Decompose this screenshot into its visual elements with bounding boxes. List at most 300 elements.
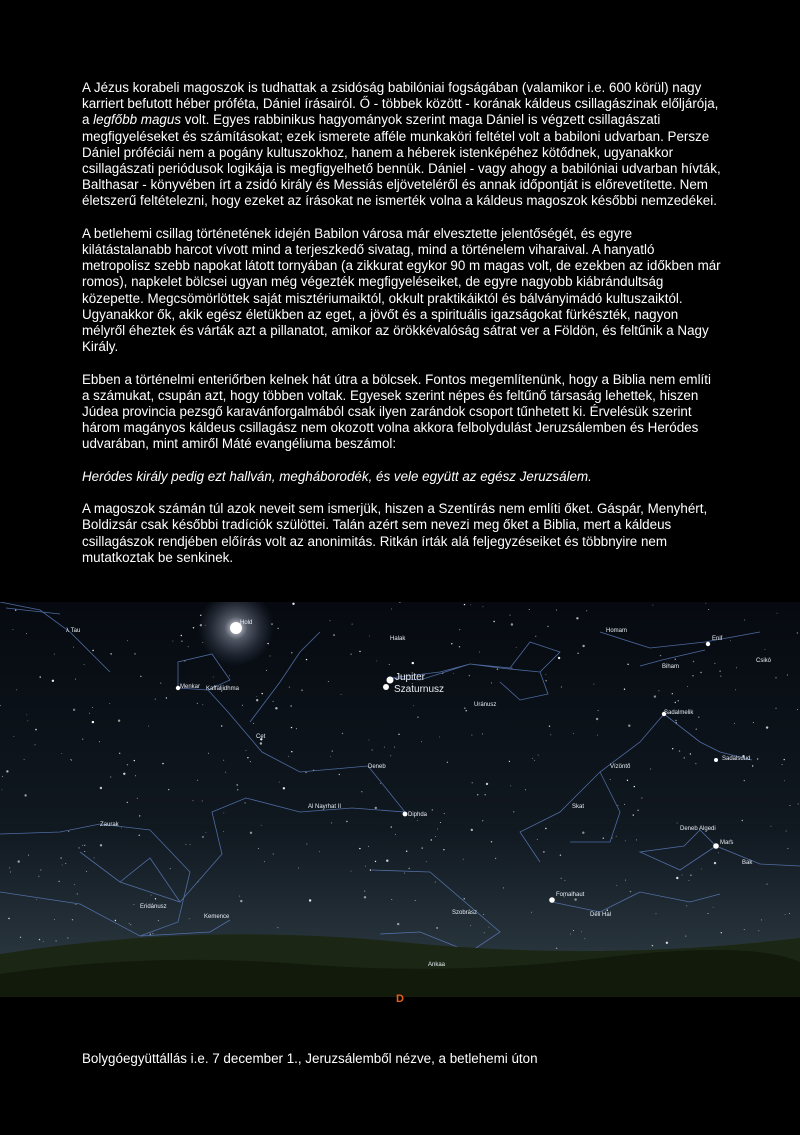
label-pisces: Halak — [390, 636, 406, 642]
sky-chart-image — [0, 602, 800, 1012]
background-star — [151, 895, 152, 896]
background-star — [535, 636, 536, 637]
background-star — [73, 709, 75, 711]
background-star — [118, 720, 120, 722]
background-star — [447, 762, 448, 763]
jupiter — [387, 677, 394, 684]
background-star — [258, 848, 259, 849]
background-star — [250, 761, 251, 762]
background-star — [675, 720, 676, 721]
background-star — [18, 860, 20, 862]
background-star — [564, 880, 565, 881]
label-tau: λ Tau — [66, 628, 81, 634]
background-star — [62, 864, 63, 865]
emphasis-legfobb-magus: legfőbb magus — [93, 112, 182, 128]
background-star — [237, 784, 238, 785]
background-star — [757, 758, 758, 759]
background-star — [172, 641, 173, 642]
background-star — [369, 635, 370, 636]
background-star — [625, 840, 626, 841]
background-star — [624, 689, 625, 690]
background-star — [13, 736, 14, 737]
background-star — [92, 707, 93, 708]
background-star — [9, 867, 10, 868]
background-star — [435, 836, 436, 837]
background-star — [633, 814, 634, 815]
background-star — [721, 932, 722, 933]
background-star — [698, 717, 699, 718]
background-star — [797, 709, 798, 710]
background-star — [543, 851, 544, 852]
background-star — [491, 682, 492, 683]
background-star — [292, 603, 294, 605]
background-star — [380, 783, 381, 784]
background-star — [537, 839, 538, 840]
label-piscis-austrinus: Déli Hal — [590, 912, 612, 918]
background-star — [384, 747, 385, 748]
label-kaffaljidhma: Kaffaljidhma — [206, 686, 239, 692]
background-star — [242, 705, 243, 706]
background-star — [682, 874, 683, 875]
background-star — [513, 811, 514, 812]
background-star — [359, 848, 360, 849]
background-star — [684, 757, 685, 758]
background-star — [652, 945, 653, 946]
background-star — [291, 652, 292, 653]
background-star — [386, 860, 388, 862]
background-star — [581, 931, 582, 932]
background-star — [170, 868, 171, 869]
background-star — [244, 802, 245, 803]
background-star — [395, 834, 396, 835]
background-star — [109, 703, 110, 704]
background-star — [260, 742, 262, 744]
label-sadalmelik: Sadalmelik — [664, 710, 694, 716]
background-star — [58, 881, 59, 882]
background-star — [40, 870, 41, 871]
background-star — [666, 942, 668, 944]
background-star — [135, 775, 136, 776]
background-star — [693, 661, 694, 662]
background-star — [330, 620, 331, 621]
background-star — [289, 687, 290, 688]
background-star — [603, 838, 604, 839]
background-star — [607, 910, 608, 911]
background-star — [75, 904, 76, 905]
background-star — [688, 880, 689, 881]
label-sadalsuud: Sadalsuud — [722, 756, 751, 762]
background-star — [675, 702, 676, 703]
background-star — [36, 730, 37, 731]
background-star — [714, 862, 716, 864]
background-star — [690, 875, 691, 876]
background-star — [744, 620, 745, 621]
background-star — [341, 694, 342, 695]
background-star — [627, 664, 628, 665]
background-star — [155, 898, 156, 899]
background-star — [782, 764, 783, 765]
background-star — [158, 920, 159, 921]
background-star — [352, 624, 353, 625]
background-star — [26, 714, 27, 715]
background-star — [247, 757, 248, 758]
background-star — [86, 871, 87, 872]
background-star — [435, 882, 436, 883]
background-star — [166, 697, 167, 698]
background-star — [695, 763, 696, 764]
background-star — [127, 764, 128, 765]
background-star — [421, 741, 422, 742]
background-star — [510, 615, 511, 616]
background-star — [193, 627, 194, 628]
background-star — [531, 912, 532, 913]
background-star — [550, 734, 551, 735]
background-star — [181, 641, 182, 642]
background-star — [636, 839, 637, 840]
background-star — [239, 896, 240, 897]
paragraph-1: A Jézus korabeli magoszok is tudhattak a zsidóság babilóniai fogságában (valamikor i.e. 600 körül) nagy karriert befutott héber próféta, Dániel írásairól. Ő - többek között - korának káldeus csillagászinak előljárója, a legfőbb magus volt. Egyes rabbinikus hagyományok szerint maga Dániel is végzett csillagászati megfigyeléseket és számításokat; ezek ismerete afféle munkaköri feltétel volt a babiloni udvarban. Persze Dániel próféciái nem a pogány kultuszokhoz, hanem a héberek istenképéhez kötődnek, ugyanakkor csillagászati periódusok logikája is megfigyelhető bennük. Dániel - vagy ahogy a babilóniai udvarban hívták, Balthasar - könyvében írt a zsidó király és Messiás eljöveteléről és annak időpontját is előrevetítette. Nem életszerű feltételezni, hogy ezeket az írásokat ne ismerték volna a káldeus magoszok későbbi nemzedékei. — [82, 80, 721, 209]
background-star — [190, 844, 191, 845]
background-star — [133, 904, 134, 905]
background-star — [730, 640, 731, 641]
background-star — [789, 913, 790, 914]
background-star — [376, 660, 377, 661]
background-star — [127, 802, 128, 803]
label-al-nayrhat: Al Nayrhat II — [308, 804, 342, 810]
background-star — [319, 851, 320, 852]
background-star — [470, 925, 471, 926]
background-star — [582, 645, 584, 647]
background-star — [761, 919, 762, 920]
background-star — [277, 628, 278, 629]
paragraph-3: Ebben a történelmi enteriőrben kelnek hát útra a bölcsek. Fontos megemlítenünk, hogy a Biblia nem említi a számukat, csupán azt, hogy többen voltak. Egyesek szerint népes és feltűnő társaság lehettek, hiszen Júdea provincia pezsgő karavánforgalmából csak ilyen zarándok csoport tűnhetett ki. Érvelésük szerint három magányos káldeus csillagász nem okozott volna akkora felbolydulást Jeruzsálemben és Heródes udvarában, mint amiről Máté evangéliuma beszámol: — [82, 371, 711, 452]
background-star — [797, 632, 798, 633]
background-star — [264, 861, 265, 862]
background-star — [253, 723, 254, 724]
background-star — [472, 782, 473, 783]
background-star — [73, 647, 74, 648]
saturn — [383, 684, 389, 690]
label-aquarius: Vízöntő — [610, 764, 631, 770]
background-star — [121, 827, 122, 828]
background-star — [39, 939, 40, 940]
background-star — [139, 815, 140, 816]
background-star — [279, 782, 280, 783]
background-star — [708, 913, 709, 914]
background-star — [398, 734, 399, 735]
background-star — [586, 610, 587, 611]
background-star — [471, 735, 472, 736]
background-star — [346, 821, 347, 822]
background-star — [692, 675, 693, 676]
label-deneb: Deneb — [368, 764, 386, 770]
background-star — [463, 859, 464, 860]
background-star — [26, 633, 27, 634]
background-star — [137, 798, 138, 799]
background-star — [660, 655, 661, 656]
background-star — [100, 844, 102, 846]
background-star — [658, 690, 659, 691]
background-star — [54, 654, 55, 655]
background-star — [202, 704, 203, 705]
background-star — [68, 831, 69, 832]
label-ankaa: Ankaa — [428, 962, 446, 968]
background-star — [364, 896, 366, 898]
background-star — [453, 673, 454, 674]
background-star — [261, 825, 262, 826]
background-star — [333, 634, 334, 635]
label-zaurak: Zaurak — [100, 822, 119, 828]
background-star — [708, 609, 709, 610]
background-star — [155, 699, 156, 700]
paragraph-2: A betlehemi csillag történetének idején Babilon városa már elvesztette jelentőségét, és egyre kilátástalanabb harcot vívott mind a terjeszkedő sivatag, mind a történelem viharaival. A hanyatló metropolisz szebb napokat látott tornyában (a zikkurat egykor 90 m magas volt, de ezekben az időkben már romos), napkelet bölcsei ugyan még végezték megfigyeléseiket, de egyre nagyobb kiábrándultság közepette. Megcsömörlöttek saját misztériumaiktól, okkult praktikáiktól és bálványimádó kultuszaiktól. Ugyanakkor ők, akik egész életükben az eget, a jövőt és a spirituális igazságokat fürkészték, nagyon mélyről éheztek és várták azt a pillanatot, amikor az örökkévalóság sátrat ver a Földön, és feltűnik a Nagy Király. — [82, 225, 721, 355]
background-star — [273, 854, 274, 855]
background-star — [417, 820, 418, 821]
background-star — [675, 659, 676, 660]
background-star — [637, 810, 638, 811]
background-star — [437, 829, 438, 830]
background-star — [365, 866, 366, 867]
background-star — [538, 755, 539, 756]
background-star — [744, 780, 745, 781]
background-star — [459, 629, 460, 630]
background-star — [790, 805, 791, 806]
background-star — [89, 713, 90, 714]
background-star — [610, 779, 611, 780]
background-star — [677, 823, 678, 824]
background-star — [2, 776, 3, 777]
background-star — [70, 759, 71, 760]
label-cetus: Cet — [256, 734, 266, 740]
background-star — [511, 623, 513, 625]
background-star — [485, 794, 486, 795]
background-star — [752, 765, 753, 766]
background-star — [486, 783, 488, 785]
background-star — [495, 858, 496, 859]
background-star — [784, 759, 785, 760]
background-star — [339, 774, 340, 775]
background-star — [616, 885, 617, 886]
background-star — [262, 693, 263, 694]
background-star — [65, 863, 66, 864]
background-star — [654, 695, 656, 697]
background-star — [652, 605, 653, 606]
background-star — [482, 606, 483, 607]
background-star — [223, 760, 224, 761]
background-star — [582, 832, 584, 834]
background-star — [558, 657, 560, 659]
background-star — [397, 923, 399, 925]
background-star — [368, 739, 369, 740]
background-star — [332, 750, 333, 751]
background-star — [720, 676, 721, 677]
label-diphda: Diphda — [408, 812, 428, 818]
background-star — [742, 820, 743, 821]
background-star — [744, 929, 745, 930]
background-star — [479, 652, 480, 653]
background-star — [491, 841, 492, 842]
background-star — [701, 868, 702, 869]
background-star — [696, 729, 697, 730]
label-skat: Skat — [572, 804, 585, 810]
background-star — [129, 923, 130, 924]
background-star — [784, 780, 785, 781]
label-homam: Homam — [606, 628, 628, 634]
background-star — [82, 845, 83, 846]
background-star — [140, 676, 141, 677]
background-star — [766, 726, 768, 728]
background-star — [534, 760, 535, 761]
background-star — [298, 868, 299, 869]
label-moon: Hold — [240, 620, 253, 626]
background-star — [92, 650, 93, 651]
background-star — [134, 653, 135, 654]
background-star — [256, 699, 258, 701]
direction-south-marker: D — [396, 993, 404, 1005]
background-star — [331, 822, 332, 823]
background-star — [641, 798, 642, 799]
label-fomalhaut: Fomalhaut — [556, 892, 585, 898]
background-star — [700, 672, 701, 673]
background-star — [678, 700, 679, 701]
background-star — [686, 905, 687, 906]
background-star — [672, 748, 673, 749]
background-star — [777, 613, 778, 614]
background-star — [193, 800, 194, 801]
label-biham: Biham — [662, 664, 680, 670]
background-star — [223, 831, 224, 832]
background-star — [15, 610, 16, 611]
background-star — [482, 820, 483, 821]
background-star — [483, 914, 484, 915]
background-star — [75, 679, 76, 680]
label-eridanus: Eridánusz — [140, 904, 167, 910]
background-star — [451, 643, 452, 644]
background-star — [529, 609, 530, 610]
background-star — [735, 689, 736, 690]
background-star — [84, 851, 85, 852]
label-deneb-algedi: Deneb Algedi — [680, 826, 716, 832]
background-star — [237, 789, 238, 790]
background-star — [787, 675, 788, 676]
background-star — [471, 829, 473, 831]
background-star — [573, 733, 574, 734]
background-star — [593, 684, 594, 685]
background-star — [43, 941, 44, 942]
background-star — [776, 708, 777, 709]
background-star — [443, 849, 444, 850]
background-star — [422, 847, 423, 848]
background-star — [584, 938, 585, 939]
background-star — [470, 604, 471, 605]
background-star — [634, 786, 635, 787]
bible-quote: Heródes király pedig ezt hallván, megháborodék, és vele együtt az egész Jeruzsálem. — [82, 468, 592, 484]
background-star — [798, 803, 799, 804]
paragraph-4: A magoszok számán túl azok neveit sem ismerjük, hiszen a Szentírás nem említi őket. Gáspár, Menyhért, Boldizsár csak későbbi tradíciók szülöttei. Talán azért sem nevezi meg őket a Biblia, mert a káldeus csillagászok rendjében előírás volt az anonimitás. Ritkán írták alá feljegyzéseiket és többnyire nem mutatkoztak be senkinek. — [82, 501, 708, 565]
background-star — [561, 687, 562, 688]
background-star — [493, 621, 494, 622]
background-star — [570, 934, 571, 935]
background-star — [672, 693, 673, 694]
background-star — [375, 807, 377, 809]
background-star — [52, 680, 54, 682]
background-star — [685, 936, 686, 937]
background-star — [38, 876, 39, 877]
background-star — [24, 794, 26, 796]
background-star — [359, 651, 360, 652]
background-star — [55, 940, 56, 941]
label-jupiter: Jupiter — [395, 672, 426, 683]
sadalsuud-star — [714, 758, 718, 762]
background-star — [676, 877, 678, 879]
background-star — [208, 753, 209, 754]
background-star — [225, 772, 226, 773]
background-star — [77, 893, 78, 894]
background-star — [440, 822, 441, 823]
background-star — [718, 852, 719, 853]
background-star — [770, 826, 771, 827]
background-star — [368, 846, 369, 847]
background-star — [503, 887, 504, 888]
background-star — [679, 750, 680, 751]
background-star — [1, 789, 2, 790]
background-star — [687, 686, 688, 687]
background-star — [266, 670, 267, 671]
background-star — [61, 753, 62, 754]
label-sculptor: Szobrász — [452, 910, 478, 916]
background-star — [372, 750, 373, 751]
background-star — [389, 664, 390, 665]
background-star — [306, 844, 307, 845]
background-star — [628, 725, 630, 727]
background-star — [188, 646, 189, 647]
background-star — [115, 920, 116, 921]
background-star — [273, 701, 274, 702]
background-star — [516, 647, 517, 648]
background-star — [291, 727, 292, 728]
background-star — [229, 675, 230, 676]
background-star — [412, 662, 414, 664]
background-star — [561, 878, 562, 879]
background-star — [391, 609, 392, 610]
background-star — [168, 789, 169, 790]
background-star — [40, 676, 41, 677]
background-star — [391, 826, 392, 827]
background-star — [767, 884, 768, 885]
background-star — [328, 681, 329, 682]
background-star — [250, 832, 252, 834]
background-star — [8, 918, 9, 919]
background-star — [488, 927, 489, 928]
background-star — [426, 861, 427, 862]
background-star — [525, 789, 526, 790]
background-star — [464, 708, 465, 709]
background-star — [10, 872, 11, 873]
background-star — [549, 726, 550, 727]
background-star — [74, 884, 75, 885]
background-star — [713, 907, 714, 908]
background-star — [36, 899, 37, 900]
background-star — [130, 924, 131, 925]
label-fornax: Kemence — [204, 914, 230, 920]
background-star — [160, 683, 161, 684]
background-star — [16, 689, 17, 690]
background-star — [350, 654, 351, 655]
label-saturn: Szaturnusz — [394, 684, 445, 695]
background-star — [94, 857, 95, 858]
background-star — [364, 891, 365, 892]
background-star — [361, 791, 362, 792]
